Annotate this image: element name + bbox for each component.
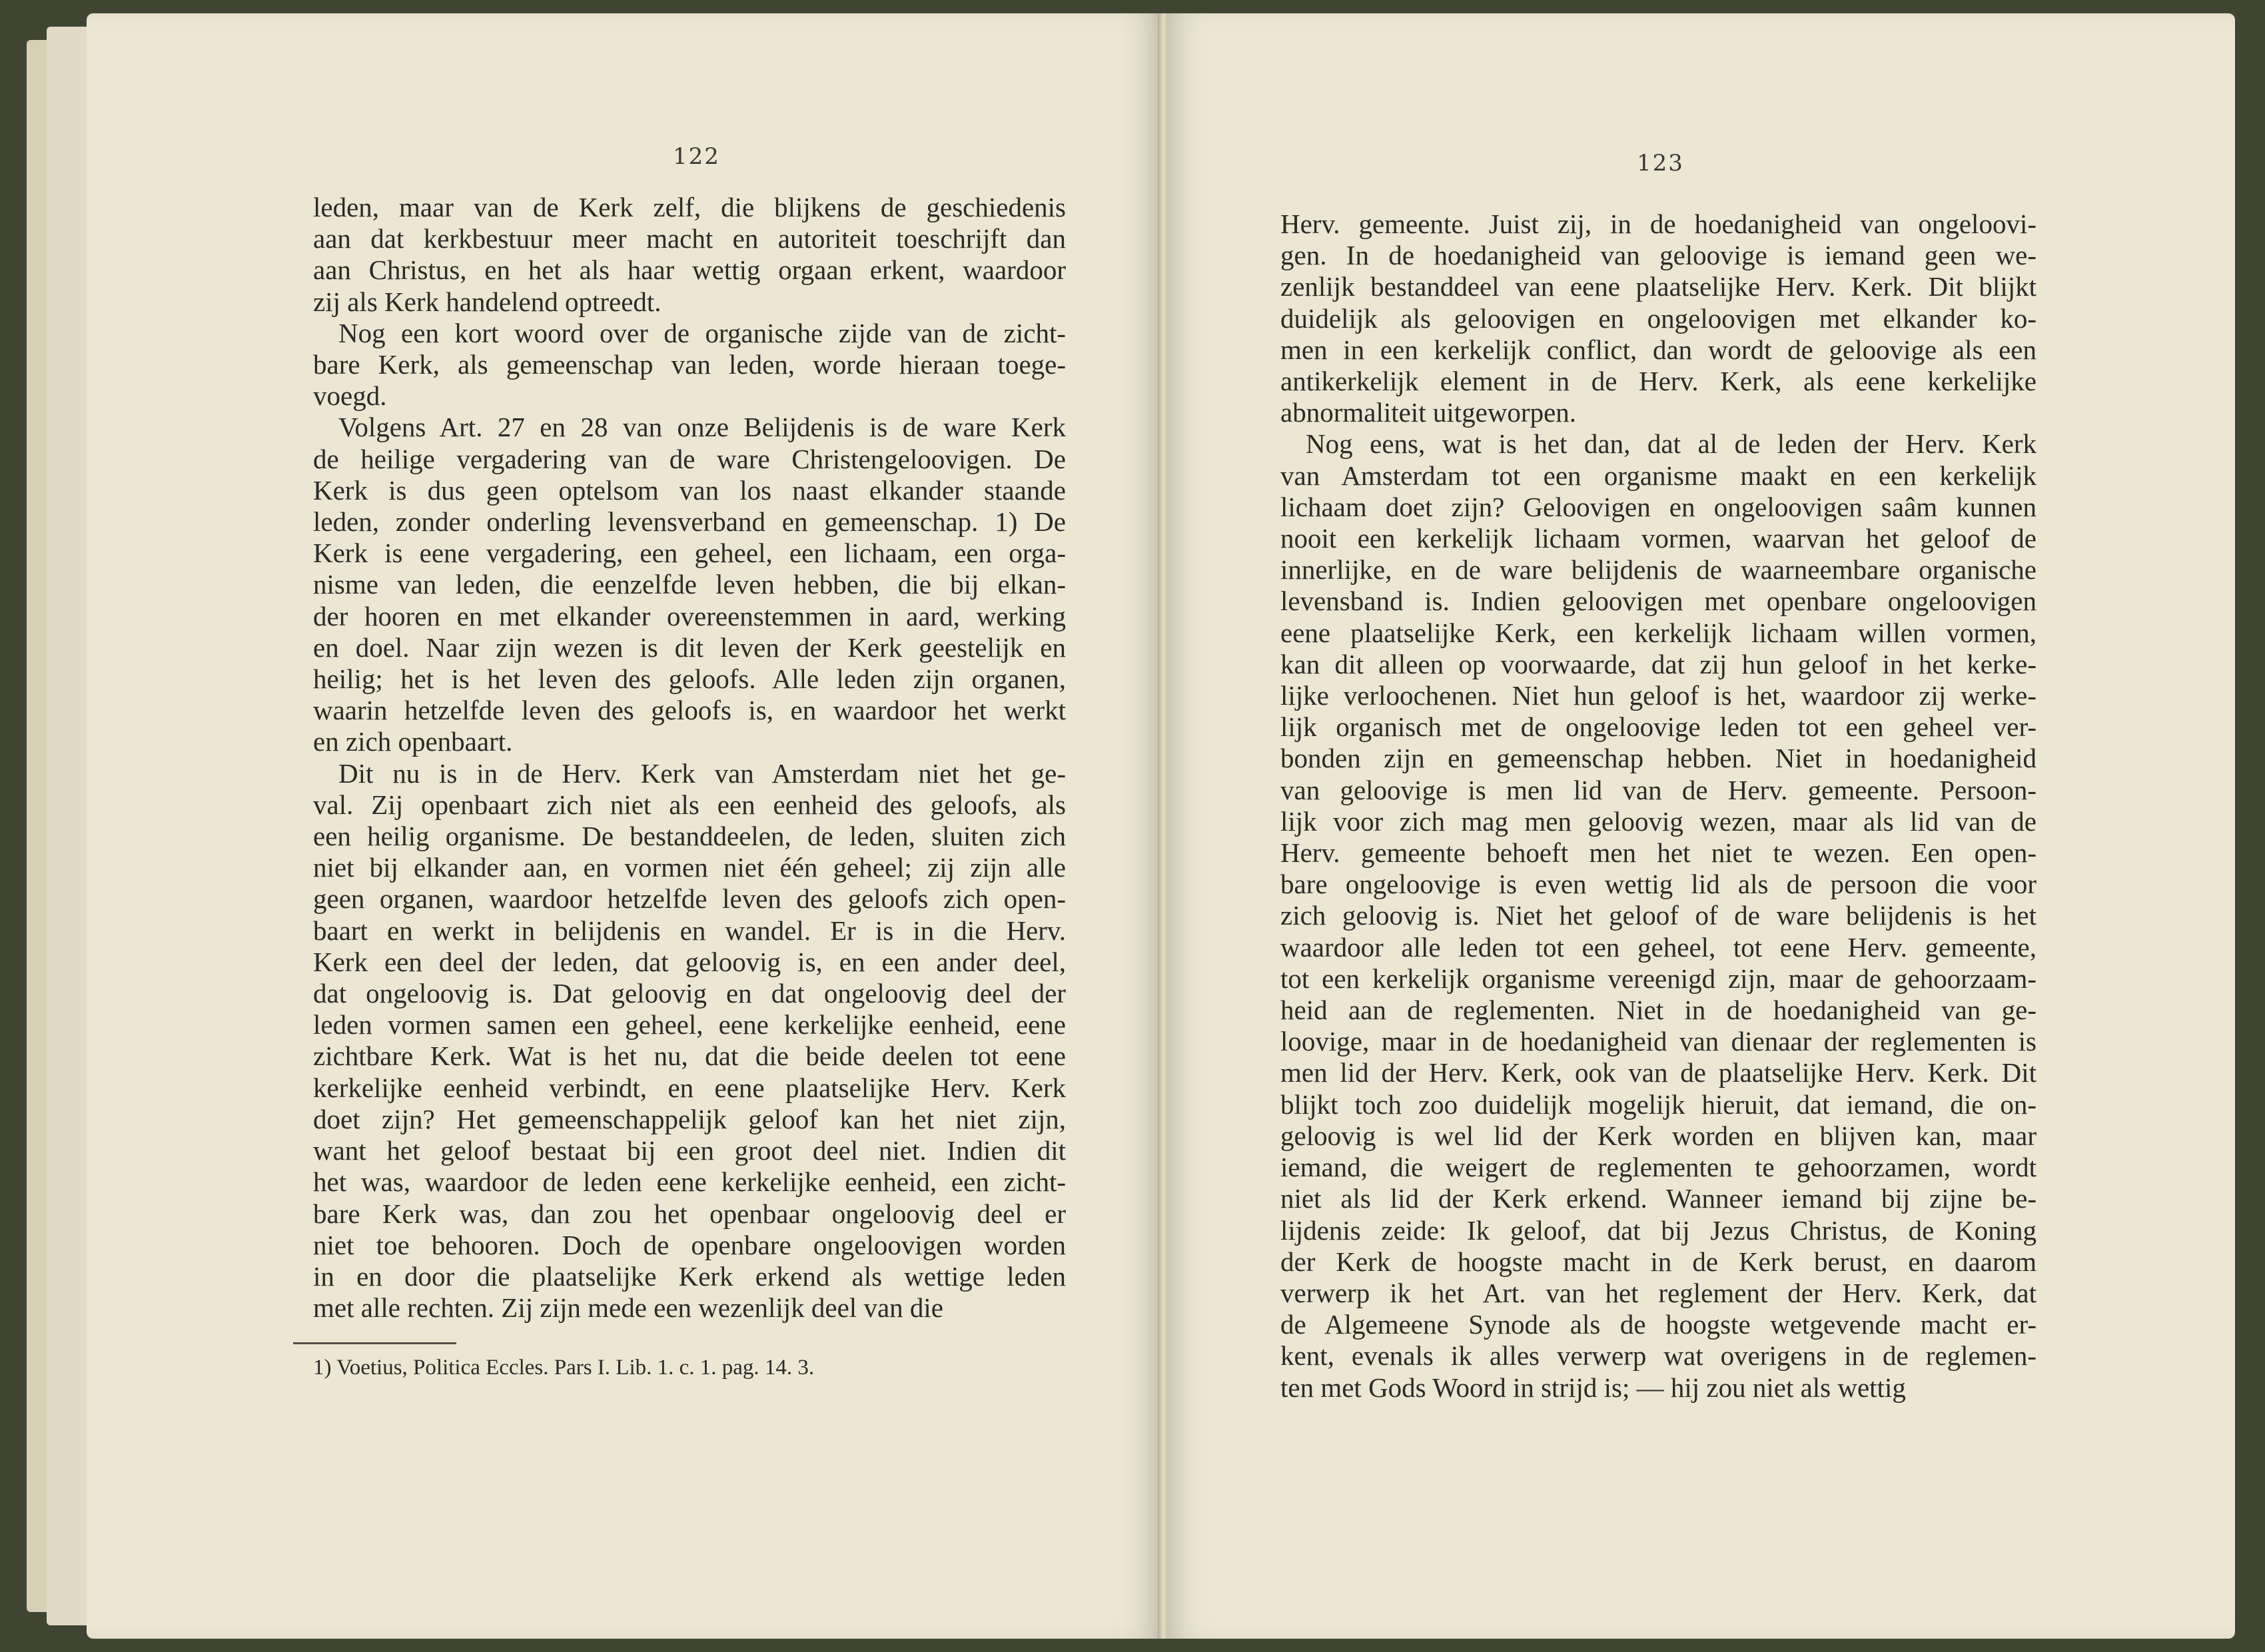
text-line: nooit een kerkelijk lichaam vormen, waarvan het geloof de	[1280, 523, 2037, 554]
text-line: voegd.	[313, 380, 387, 412]
text-line: aan Christus, en het als haar wettig orgaan erkent, waardoor	[313, 254, 1066, 286]
text-line: Dit nu is in de Herv. Kerk van Amsterdam niet het ge-	[338, 757, 1066, 789]
text-line: ten met Gods Woord in strijd is; — hij zou niet als wettig	[1280, 1372, 1906, 1403]
text-line: een heilig organisme. De bestanddeelen, de leden, sluiten zich	[313, 821, 1066, 852]
text-line: val. Zij openbaart zich niet als een eenheid des geloofs, als	[313, 789, 1066, 820]
text-line: loovige, maar in de hoedanigheid van dienaar der reglementen is	[1280, 1026, 2037, 1057]
text-line: dat ongeloovig is. Dat geloovig en dat ongeloovig deel der	[313, 978, 1066, 1009]
text-line: leden vormen samen een geheel, eene kerkelijke eenheid, eene	[313, 1009, 1066, 1040]
text-line: lijk organisch met de ongeloovige leden tot een geheel ver-	[1280, 711, 2037, 743]
text-line: heid aan de reglementen. Niet in de hoedanigheid van ge-	[1280, 995, 2037, 1026]
text-line: niet toe behooren. Doch de openbare ongeloovigen worden	[313, 1229, 1066, 1260]
text-line: Kerk is dus geen optelsom van los naast elkander staande	[313, 474, 1066, 506]
text-line: der Kerk de hoogste macht in de Kerk berust, en daarom	[1280, 1246, 2037, 1277]
text-line: Volgens Art. 27 en 28 van onze Belijdenis is de ware Kerk	[338, 412, 1066, 443]
text-line: innerlijke, en de ware belijdenis de waarneembare organische	[1280, 554, 2037, 586]
text-line: antikerkelijk element in de Herv. Kerk, als eene kerkelijke	[1280, 366, 2037, 397]
book-gutter	[1158, 13, 1167, 1639]
text-line: abnormaliteit uitgeworpen.	[1280, 397, 1577, 428]
text-line: met alle rechten. Zij zijn mede een wezenlijk deel van die	[313, 1292, 943, 1324]
text-line: de heilige vergadering van de ware Christengeloovigen. De	[313, 443, 1066, 474]
text-line: tot een kerkelijk organisme vereenigd zijn, maar de gehoorzaam-	[1280, 963, 2037, 994]
text-line: zij als Kerk handelend optreedt.	[313, 286, 662, 317]
text-line: gen. In de hoedanigheid van geloovige is iemand geen we-	[1280, 240, 2037, 271]
text-line: de Algemeene Synode als de hoogste wetgevende macht er-	[1280, 1309, 2037, 1340]
text-line: Kerk een deel der leden, dat geloovig is, en een ander deel,	[313, 946, 1066, 977]
text-line: duidelijk als geloovigen en ongeloovigen met elkander ko-	[1280, 302, 2037, 334]
text-line: der hooren en met elkander overeenstemmen in aard, werking	[313, 600, 1066, 631]
text-line: men lid der Herv. Kerk, ook van de plaatselijke Herv. Kerk. Dit	[1280, 1057, 2037, 1088]
text-line: Kerk is eene vergadering, een geheel, een lichaam, een orga-	[313, 538, 1066, 569]
text-line: en zich openbaart.	[313, 726, 513, 757]
text-line: baart en werkt in belijdenis en wandel. Er is in die Herv.	[313, 915, 1066, 946]
text-line: Nog een kort woord over de organische zijde van de zicht-	[338, 317, 1066, 348]
right-page-number: 123	[1637, 150, 1684, 177]
text-line: niet bij elkander aan, en vormen niet één geheel; zij zijn alle	[313, 852, 1066, 883]
left-page-number: 122	[673, 143, 720, 170]
text-line: kan dit alleen op voorwaarde, dat zij hun geloof in het kerke-	[1280, 648, 2037, 679]
text-line: men in een kerkelijk conflict, dan wordt de geloovige als een	[1280, 334, 2037, 365]
text-line: lijke verloochenen. Niet hun geloof is het, waardoor zij werke-	[1280, 680, 2037, 711]
text-line: verwerp ik het Art. van het reglement der Herv. Kerk, dat	[1280, 1277, 2037, 1308]
text-line: heilig; het is het leven des geloofs. Alle leden zijn organen,	[313, 663, 1066, 695]
text-line: kerkelijke eenheid verbindt, en eene plaatselijke Herv. Kerk	[313, 1072, 1066, 1103]
text-line: leden, zonder onderling levensverband en gemeenschap. 1) De	[313, 506, 1066, 538]
text-line: blijkt toch zoo duidelijk mogelijk hieruit, dat iemand, die on-	[1280, 1088, 2037, 1120]
text-line: niet als lid der Kerk erkend. Wanneer iemand bij zijne be-	[1280, 1183, 2037, 1214]
text-line: kent, evenals ik alles verwerp wat overigens in de reglemen-	[1280, 1340, 2037, 1372]
text-line: van Amsterdam tot een organisme maakt en een kerkelijk	[1280, 460, 2037, 491]
text-line: eene plaatselijke Kerk, een kerkelijk lichaam willen vormen,	[1280, 617, 2037, 648]
text-line: geloovig is wel lid der Kerk worden en blijven kan, maar	[1280, 1120, 2037, 1151]
text-line: doet zijn? Het gemeenschappelijk geloof kan het niet zijn,	[313, 1103, 1066, 1134]
text-line: Nog eens, wat is het dan, dat al de leden der Herv. Kerk	[1306, 428, 2037, 460]
text-line: lijdenis zeide: Ik geloof, dat bij Jezus Christus, de Koning	[1280, 1214, 2037, 1246]
text-line: nisme van leden, die eenzelfde leven hebben, die bij elkan-	[313, 569, 1066, 600]
text-line: lijk voor zich mag men geloovig wezen, maar als lid van de	[1280, 805, 2037, 837]
text-line: waardoor alle leden tot een geheel, tot eene Herv. gemeente,	[1280, 931, 2037, 963]
text-line: geen organen, waardoor hetzelfde leven des geloofs zich open-	[313, 883, 1066, 915]
text-line: bare ongeloovige is even wettig lid als de persoon die voor	[1280, 869, 2037, 900]
text-line: bare Kerk, als gemeenschap van leden, worde hieraan toege-	[313, 349, 1066, 380]
text-line: leden, maar van de Kerk zelf, die blijkens de geschiedenis	[313, 192, 1066, 222]
text-line: bonden zijn en gemeenschap hebben. Niet in hoedanigheid	[1280, 743, 2037, 774]
text-line: zenlijk bestanddeel van eene plaatselijke Herv. Kerk. Dit blijkt	[1280, 271, 2037, 302]
text-line: lichaam doet zijn? Geloovigen en ongeloovigen saâm kunnen	[1280, 491, 2037, 522]
text-line: Herv. gemeente behoeft men het niet te wezen. Een open-	[1280, 837, 2037, 869]
text-line: zichtbare Kerk. Wat is het nu, dat die beide deelen tot eene	[313, 1040, 1066, 1072]
right-page-body	[1280, 208, 2037, 1404]
text-line: levensband is. Indien geloovigen met openbare ongeloovigen	[1280, 586, 2037, 617]
text-line: zich geloovig is. Niet het geloof of de ware belijdenis is het	[1280, 900, 2037, 931]
text-line: waarin hetzelfde leven des geloofs is, en waardoor het werkt	[313, 695, 1066, 726]
text-line: en doel. Naar zijn wezen is dit leven der Kerk geestelijk en	[313, 631, 1066, 663]
text-line: het was, waardoor de leden eene kerkelijke eenheid, een zicht-	[313, 1166, 1066, 1198]
text-line: in en door die plaatselijke Kerk erkend als wettige leden	[313, 1260, 1066, 1292]
text-line: Herv. gemeente. Juist zij, in de hoedanigheid van ongeloovi-	[1280, 208, 2037, 239]
text-line: aan dat kerkbestuur meer macht en autoriteit toeschrijft dan	[313, 223, 1066, 254]
text-line: van geloovige is men lid van de Herv. gemeente. Persoon-	[1280, 774, 2037, 805]
text-line: iemand, die weigert de reglementen te gehoorzamen, wordt	[1280, 1152, 2037, 1183]
left-page-body	[313, 192, 1066, 1324]
left-page-footnote: 1) Voetius, Politica Eccles. Pars I. Lib. 1. c. 1. pag. 14. 3.	[313, 1356, 815, 1380]
text-line: want het geloof bestaat bij een groot deel niet. Indien dit	[313, 1135, 1066, 1166]
text-line: bare Kerk was, dan zou het openbaar ongeloovig deel er	[313, 1198, 1066, 1229]
footnote-rule	[293, 1342, 456, 1344]
